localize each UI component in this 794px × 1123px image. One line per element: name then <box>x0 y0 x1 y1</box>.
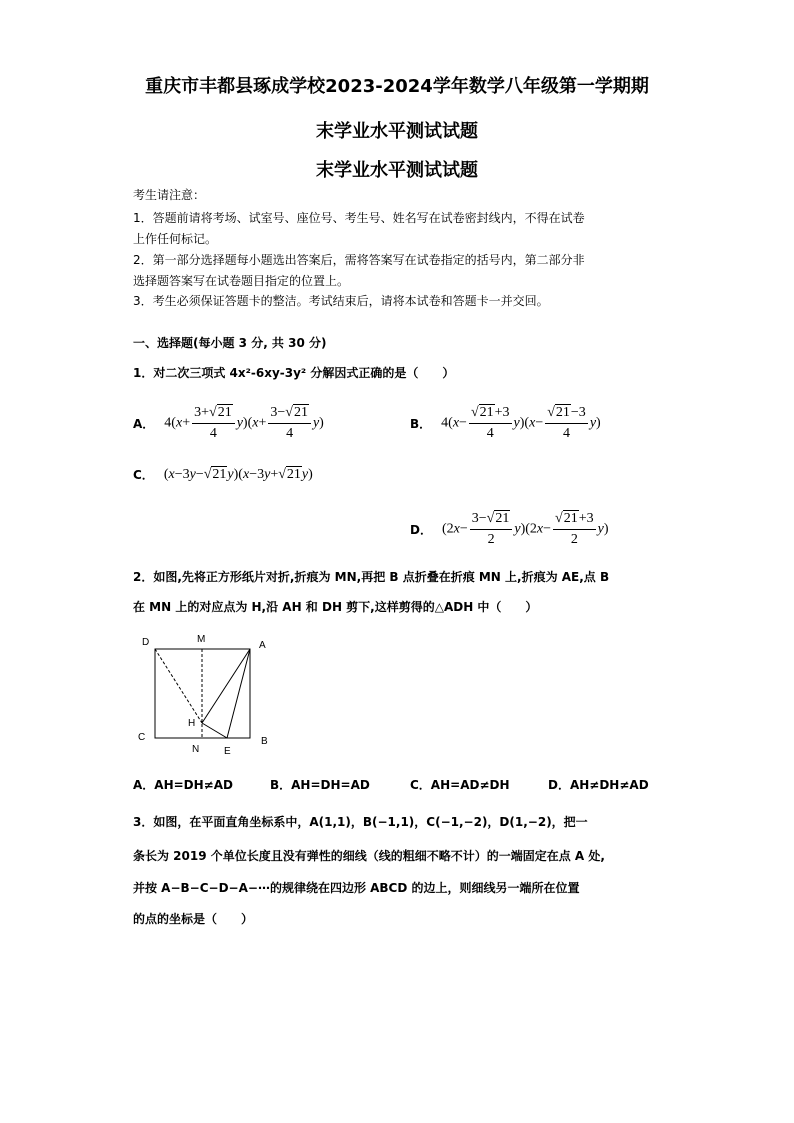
q1-option-d-label: D． <box>410 523 432 537</box>
q1-option-c <box>133 466 313 483</box>
q2-option-c: C．AH=AD≠DH <box>410 778 510 792</box>
question-3-stem-a: 3．如图，在平面直角坐标系中，A(1,1)，B(−1,1)，C(−1,−2)，D(1,−2)，把一 <box>133 815 588 829</box>
segment-he <box>202 723 227 738</box>
question-2-stem-a: 2．如图,先将正方形纸片对折,折痕为 MN,再把 B 点折叠在折痕 MN 上,折痕为 AE,点 B <box>133 570 610 584</box>
notice-item-2a: 2．第一部分选择题每小题选出答案后，需将答案写在试卷指定的括号内，第二部分非 <box>133 253 585 267</box>
page-title-line2: 末学业水平测试试题 <box>316 121 478 142</box>
label-a: A <box>259 640 266 651</box>
q1-option-c-label: C． <box>133 468 154 482</box>
q2-option-a: A．AH=DH≠AD <box>133 778 233 792</box>
label-h: H <box>188 718 196 729</box>
q2-figure <box>133 630 283 760</box>
question-2-stem-b: 在 MN 上的对应点为 H,沿 AH 和 DH 剪下,这样剪得的△ADH 中（ ） <box>133 600 538 614</box>
label-m: M <box>197 634 206 645</box>
label-b: B <box>261 736 268 747</box>
q1-option-b <box>410 404 601 443</box>
q2-option-d: D．AH≠DH≠AD <box>548 778 649 792</box>
q2-option-b: B．AH=DH=AD <box>270 778 370 792</box>
label-d: D <box>142 637 150 648</box>
notice-item-2b: 选择题答案写在试卷题目指定的位置上。 <box>133 274 350 288</box>
question-1-stem: 1．对二次三项式 4x²-6xy-3y² 分解因式正确的是（ ） <box>133 366 455 380</box>
q1-option-b-label: B． <box>410 417 432 431</box>
question-3-stem-c: 并按 A−B−C−D−A−⋯的规律绕在四边形 ABCD 的边上，则细线另一端所在位置 <box>133 881 580 895</box>
label-n: N <box>192 744 200 755</box>
segment-dh <box>155 649 202 723</box>
q1-option-a-expression: 4(x+ $\frac{3+√21}{4}$ y)(x+ $\frac{3-√21}{4}$ y) <box>164 405 324 441</box>
question-3-stem-b: 条长为 2019 个单位长度且没有弹性的细线（线的粗细不略不计）的一端固定在点 A 处, <box>133 849 605 863</box>
notice-item-3: 3．考生必须保证答题卡的整洁。考试结束后，请将本试卷和答题卡一并交回。 <box>133 294 549 308</box>
question-3-stem-d: 的点的坐标是（ ） <box>133 912 254 926</box>
notice-item-1b: 上作任何标记。 <box>133 232 218 246</box>
segment-ae <box>227 649 250 738</box>
section-heading: 一、选择题(每小题 3 分, 共 30 分) <box>133 336 327 350</box>
label-c: C <box>138 732 146 743</box>
notice-item-1a: 1．答题前请将考场、试室号、座位号、考生号、姓名写在试卷密封线内，不得在试卷 <box>133 211 585 225</box>
page-title-line3: 末学业水平测试试题 <box>316 160 478 181</box>
segment-ah <box>202 649 250 723</box>
q1-option-a-label: A． <box>133 417 155 431</box>
q1-option-d-expression: (2x− $\frac{3-√21}{2}$ y)(2x− $\frac{√21+3}{2}$ y) <box>441 511 609 547</box>
q1-option-c-expression: (x−3y−√21y)(x−3y+√21y) <box>163 466 313 482</box>
q1-option-d <box>410 510 609 549</box>
q1-option-a <box>133 404 324 443</box>
page-title-line1: 重庆市丰都县琢成学校2023-2024学年数学八年级第一学期期 <box>145 76 649 97</box>
q1-option-b-expression: 4(x− $\frac{√21+3}{4}$ y)(x− $\frac{√21-3}{4}$ y) <box>441 405 601 441</box>
label-e: E <box>224 746 231 757</box>
notice-heading: 考生请注意： <box>133 188 206 202</box>
